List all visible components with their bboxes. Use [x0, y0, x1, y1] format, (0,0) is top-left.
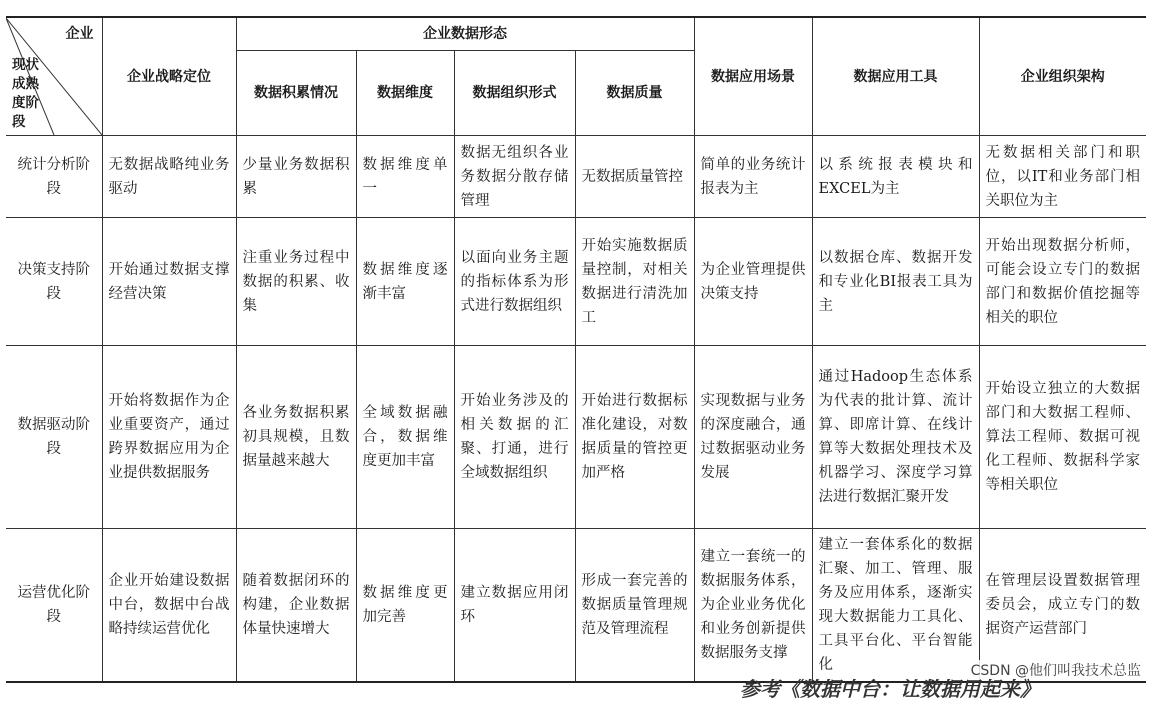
organization-form-cell: 以面向业务主题的指标体系为形式进行数据组织	[454, 218, 575, 346]
corner-header-cell	[6, 17, 102, 136]
organization-form-cell: 数据无组织各业务数据分散存储管理	[454, 136, 575, 218]
strategy-cell: 开始通过数据支撑经营决策	[102, 218, 236, 346]
header-tools: 数据应用工具	[812, 17, 979, 136]
header-accumulation: 数据积累情况	[236, 51, 356, 136]
quality-cell: 开始实施数据质量控制，对相关数据进行清洗加工	[575, 218, 694, 346]
table-row	[6, 346, 1146, 529]
scenario-cell: 简单的业务统计报表为主	[694, 136, 812, 218]
csdn-credit: CSDN @他们叫我技术总监	[969, 660, 1143, 680]
header-dimension: 数据维度	[356, 51, 454, 136]
corner-header-top: 企业	[65, 26, 94, 42]
accumulation-cell: 注重业务过程中数据的积累、收集	[236, 218, 356, 346]
tools-cell: 以系统报表模块和EXCEL为主	[812, 136, 979, 218]
dimension-cell: 数据维度更加完善	[356, 529, 454, 683]
organization-form-cell: 建立数据应用闭环	[454, 529, 575, 683]
table-row	[6, 218, 1146, 346]
header-scenario: 数据应用场景	[694, 17, 812, 136]
header-quality: 数据质量	[575, 51, 694, 136]
tools-cell: 通过Hadoop生态体系为代表的批计算、流计算、即席计算、在线计算等大数据处理技术及机器学习、深度学习算法进行数据汇聚开发	[812, 346, 979, 529]
tools-cell: 建立一套体系化的数据汇聚、加工、管理、服务及应用体系，逐渐实现大数据能力工具化、工具平台化、平台智能化	[812, 529, 979, 683]
quality-cell: 形成一套完善的数据质量管理规范及管理流程	[575, 529, 694, 683]
tools-cell: 以数据仓库、数据开发和专业化BI报表工具为主	[812, 218, 979, 346]
accumulation-cell: 少量业务数据积累	[236, 136, 356, 218]
header-strategy: 企业战略定位	[102, 17, 236, 136]
accumulation-cell: 随着数据闭环的构建，企业数据体量快速增大	[236, 529, 356, 683]
header-org-structure: 企业组织架构	[979, 17, 1146, 136]
scenario-cell: 为企业管理提供决策支持	[694, 218, 812, 346]
quality-cell: 开始进行数据标准化建设，对数据质量的管控更加严格	[575, 346, 694, 529]
scenario-cell: 建立一套统一的数据服务体系，为企业业务优化和业务创新提供数据服务支撑	[694, 529, 812, 683]
quality-cell: 无数据质量管控	[575, 136, 694, 218]
source-caption: 参考《数据中台：让数据用起来》	[740, 677, 1040, 701]
corner-line-2: 成熟	[12, 76, 39, 92]
stage-cell: 数据驱动阶段	[6, 346, 102, 529]
strategy-cell: 无数据战略纯业务驱动	[102, 136, 236, 218]
strategy-cell: 开始将数据作为企业重要资产，通过跨界数据应用为企业提供数据服务	[102, 346, 236, 529]
table-row	[6, 529, 1146, 683]
header-data-form-group: 企业数据形态	[236, 17, 694, 51]
org-structure-cell: 开始出现数据分析师，可能会设立专门的数据部门和数据价值挖掘等相关的职位	[979, 218, 1146, 346]
stage-cell: 决策支持阶段	[6, 218, 102, 346]
stage-cell: 统计分析阶段	[6, 136, 102, 218]
maturity-table-container	[6, 16, 1146, 683]
org-structure-cell: 在管理层设置数据管理委员会，成立专门的数据资产运营部门	[979, 529, 1146, 683]
header-row-1	[6, 17, 1146, 51]
dimension-cell: 数据维度单一	[356, 136, 454, 218]
dimension-cell: 数据维度逐渐丰富	[356, 218, 454, 346]
scenario-cell: 实现数据与业务的深度融合，通过数据驱动业务发展	[694, 346, 812, 529]
dimension-cell: 全域数据融合，数据维度更加丰富	[356, 346, 454, 529]
corner-header-bottom	[12, 56, 52, 132]
header-organization-form: 数据组织形式	[454, 51, 575, 136]
table-row	[6, 136, 1146, 218]
strategy-cell: 企业开始建设数据中台，数据中台战略持续运营优化	[102, 529, 236, 683]
corner-line-3: 度阶段	[12, 95, 39, 130]
stage-cell: 运营优化阶段	[6, 529, 102, 683]
accumulation-cell: 各业务数据积累初具规模，且数据量越来越大	[236, 346, 356, 529]
org-structure-cell: 无数据相关部门和职位，以IT和业务部门相关职位为主	[979, 136, 1146, 218]
organization-form-cell: 开始业务涉及的相关数据的汇聚、打通，进行全域数据组织	[454, 346, 575, 529]
org-structure-cell: 开始设立独立的大数据部门和大数据工程师、算法工程师、数据可视化工程师、数据科学家等相关职位	[979, 346, 1146, 529]
corner-line-1: 现状	[12, 57, 39, 73]
maturity-table	[6, 16, 1146, 683]
